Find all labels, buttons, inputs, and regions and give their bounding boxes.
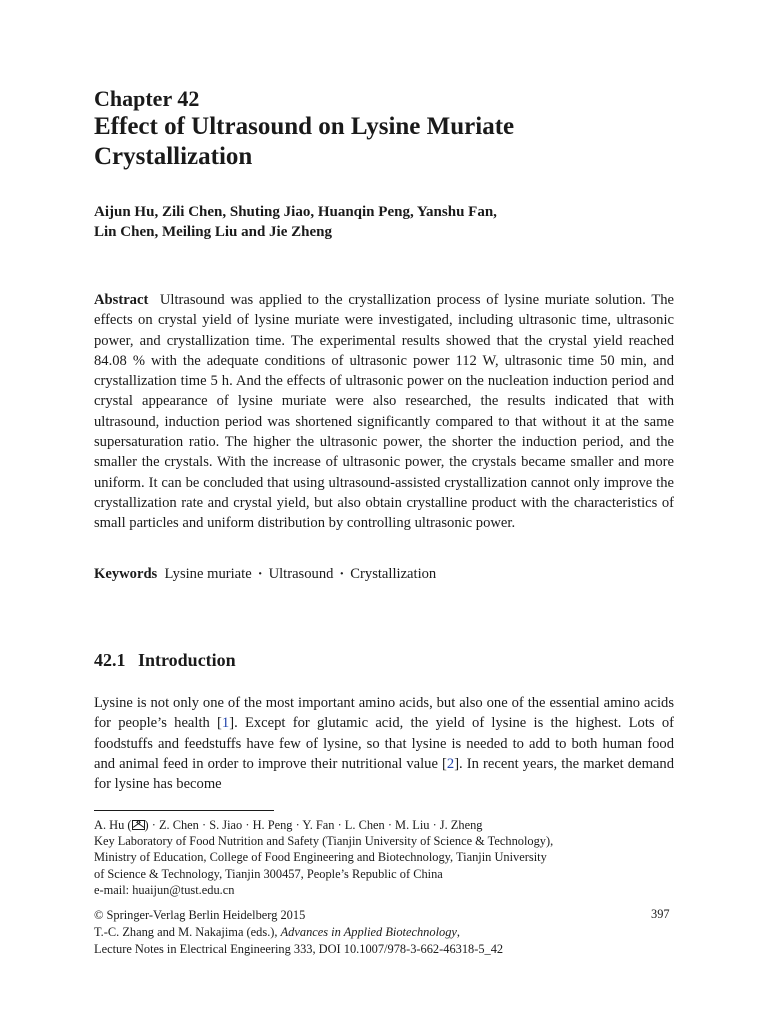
abstract-text: Ultrasound was applied to the crystallization process of lysine muriate solution. The effects on crystal yield of lysine muriate were investigated, including ultrasonic time, ultrasonic power, and crystallization time. The experimental results showed that the crystal yield reached 84.08 % with the adequate conditions of ultrasonic power 112 W, ultrasonic time 50 min, and crystallization time 5 h. And the effects of ultrasonic power on the nucleation induction period and crystal appearance of lysine muriate were also researched, the results indicated that with ultrasound, induction period was shortened significantly compared to that without it at the same supersaturation ratio. The higher the ultrasonic power, the shorter the induction period, and the smaller the crystals. With the increase of ultrasonic power, the crystals became smaller and more uniform. It can be concluded that using ultrasound-assisted crystallization cannot only improve the crystallization rate and crystal yield, but also obtain crystalline product with the characteristics of small particles and uniform distribution by controlling ultrasonic power. bbox=[94, 292, 675, 532]
intro-text: Lysine is not only one of the most important amino acids, but also one of the essential amino acids for people’s health [ bbox=[94, 695, 674, 732]
series-doi-line: Lecture Notes in Electrical Engineering 333, DOI 10.1007/978-3-662-46318-5_42 bbox=[94, 941, 504, 956]
footnote-divider bbox=[94, 810, 274, 811]
book-title: Advances in Applied Biotechnology bbox=[280, 924, 457, 939]
footnote-affiliation-1: Key Laboratory of Food Nutrition and Safety (Tianjin University of Science & Technology), bbox=[94, 834, 554, 849]
keyword-separator: · bbox=[339, 566, 345, 582]
keywords-label: Keywords bbox=[94, 566, 158, 582]
chapter-label: Chapter 42 bbox=[94, 86, 200, 111]
copyright-line: © Springer-Verlag Berlin Heidelberg 2015 bbox=[94, 908, 306, 922]
footnote-authors: A. Hu ( ) · Z. Chen · S. Jiao · H. Peng · Y. Fan · L. Chen · M. Liu · J. Zheng bbox=[94, 818, 483, 832]
author-line-2: Lin Chen, Meiling Liu and Jie Zheng bbox=[94, 224, 332, 240]
section-heading bbox=[94, 650, 236, 671]
intro-text: ]. In recent years, the market demand for lysine has become bbox=[94, 755, 674, 793]
intro-text: ]. Except for glutamic acid, the yield of lysine is the highest. Lots of foodstuffs and feedstuffs have few of lysine, so that lysine is needed to add to both human food and animal feed in order to improve their nutritional value [ bbox=[94, 715, 674, 772]
keyword-separator: · bbox=[257, 566, 263, 582]
abstract-label: Abstract bbox=[94, 292, 149, 308]
editors-line: T.-C. Zhang and M. Nakajima (eds.), Advances in Applied Biotechnology, bbox=[94, 924, 461, 939]
author-line-1: Aijun Hu, Zili Chen, Shuting Jiao, Huanqin Peng, Yanshu Fan, bbox=[94, 204, 497, 220]
keyword-item: Crystallization bbox=[350, 566, 437, 582]
citation-link-1[interactable]: 1 bbox=[221, 715, 230, 732]
chapter-title-line-2: Crystallization bbox=[94, 143, 253, 170]
footnote-affiliation-2: Ministry of Education, College of Food Engineering and Biotechnology, Tianjin University bbox=[94, 850, 547, 865]
section-number: 42.1 bbox=[94, 650, 126, 670]
keyword-item: Ultrasound bbox=[268, 566, 334, 582]
chapter-title-line-1: Effect of Ultrasound on Lysine Muriate bbox=[94, 113, 515, 140]
publication-info bbox=[94, 907, 674, 957]
chapter-title bbox=[94, 112, 694, 172]
author-list bbox=[94, 202, 694, 242]
section-title: Introduction bbox=[138, 650, 236, 670]
page-number: 397 bbox=[651, 907, 670, 921]
abstract bbox=[94, 290, 674, 534]
author-footnote bbox=[94, 817, 674, 898]
footnote-email[interactable]: e-mail: huaijun@tust.edu.cn bbox=[94, 882, 235, 897]
introduction-paragraph bbox=[94, 693, 674, 794]
citation-link-2[interactable]: 2 bbox=[446, 755, 455, 772]
footnote-affiliation-3: of Science & Technology, Tianjin 300457, People’s Republic of China bbox=[94, 866, 443, 881]
keyword-item: Lysine muriate bbox=[164, 566, 252, 582]
envelope-icon bbox=[132, 820, 145, 830]
keywords bbox=[94, 566, 674, 583]
